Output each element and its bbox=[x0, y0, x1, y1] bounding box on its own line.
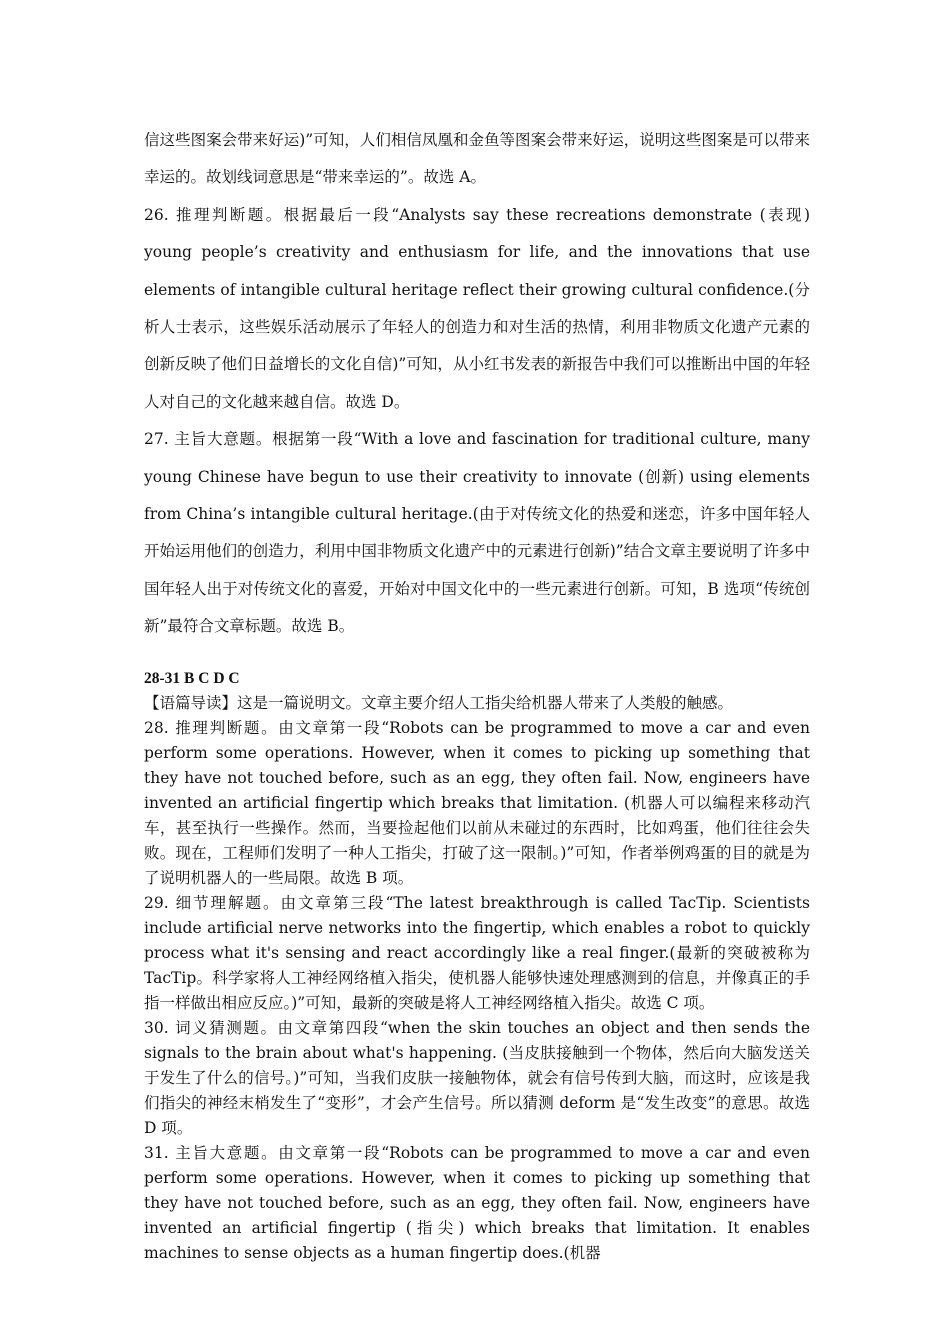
q28-explanation: 28. 推理判断题。由文章第一段“Robots can be programmed to move a car and even perform some operations. However, when it comes to picking up something that they have not touched before, such as an egg, they often fail. Now, engineers have invented an artificial fingertip which breaks that limitation. (机器人可以编程来移动汽车，甚至执行一些操作。然而，当要捡起他们以前从未碰过的东西时，比如鸡蛋，他们往往会失败。现在，工程师们发明了一种人工指尖，打破了这一限制。)”可知，作者举例鸡蛋的目的就是为了说明机器人的一些局限。故选 B 项。 bbox=[144, 719, 810, 887]
answer-block-28-31 bbox=[144, 666, 810, 1266]
q26-explanation: 26. 推理判断题。根据最后一段“Analysts say these recreations demonstrate (表现) young people’s creativity and enthusiasm for life, and the innovations that use elements of intangible cultural heritage reflect their growing cultural confidence.(分析人士表示，这些娱乐活动展示了年轻人的创造力和对生活的热情，利用非物质文化遗产元素的创新反映了他们日益增长的文化自信)”可知，从小红书发表的新报告中我们可以推断出中国的年轻人对自己的文化越来越自信。故选 D。 bbox=[144, 205, 810, 411]
q29-explanation: 29. 细节理解题。由文章第三段“The latest breakthrough is called TacTip. Scientists include artificial nerve networks into the fingertip, which enables a robot to quickly process what it's sensing and react accordingly like a real finger.(最新的突破被称为 TacTip。科学家将人工神经网络植入指尖，使机器人能够快速处理感测到的信息，并像真正的手指一样做出相应反应。)”可知，最新的突破是将人工神经网络植入指尖。故选 C 项。 bbox=[144, 894, 810, 1012]
q30-explanation: 30. 词义猜测题。由文章第四段“when the skin touches an object and then sends the signals to the brain about what's happening. (当皮肤接触到一个物体，然后向大脑发送关于发生了什么的信号。)”可知，当我们皮肤一接触物体，就会有信号传到大脑，而这时，应该是我们指尖的神经末梢发生了“变形”，才会产生信号。所以猜测 deform 是“发生改变”的意思。故选 D 项。 bbox=[144, 1019, 810, 1137]
q31-explanation: 31. 主旨大意题。由文章第一段“Robots can be programmed to move a car and even perform some operations. However, when it comes to picking up something that they have not touched before, such as an egg, they often fail. Now, engineers have invented an artificial fingertip (指尖) which breaks that limitation. It enables machines to sense objects as a human fingertip does.(机器 bbox=[144, 1144, 810, 1262]
answers-heading: 28-31 B C D C bbox=[144, 670, 240, 687]
answer-block-25-27 bbox=[144, 122, 810, 646]
q27-explanation: 27. 主旨大意题。根据第一段“With a love and fascination for traditional culture, many young Chinese have begun to use their creativity to innovate (创新) using elements from China’s intangible cultural heritage.(由于对传统文化的热爱和迷恋，许多中国年轻人开始运用他们的创造力，利用中国非物质文化遗产中的元素进行创新)”结合文章主要说明了许多中国年轻人出于对传统文化的喜爱，开始对中国文化中的一些元素进行创新。可知，B 选项“传统创新”最符合文章标题。故选 B。 bbox=[144, 430, 810, 636]
q25-explanation-tail: 信这些图案会带来好运)”可知，人们相信凤凰和金鱼等图案会带来好运，说明这些图案是可以带来幸运的。故划线词意思是“带来幸运的”。故选 A。 bbox=[144, 131, 810, 187]
passage-guide: 【语篇导读】这是一篇说明文。文章主要介绍人工指尖给机器人带来了人类般的触感。 bbox=[144, 694, 734, 712]
